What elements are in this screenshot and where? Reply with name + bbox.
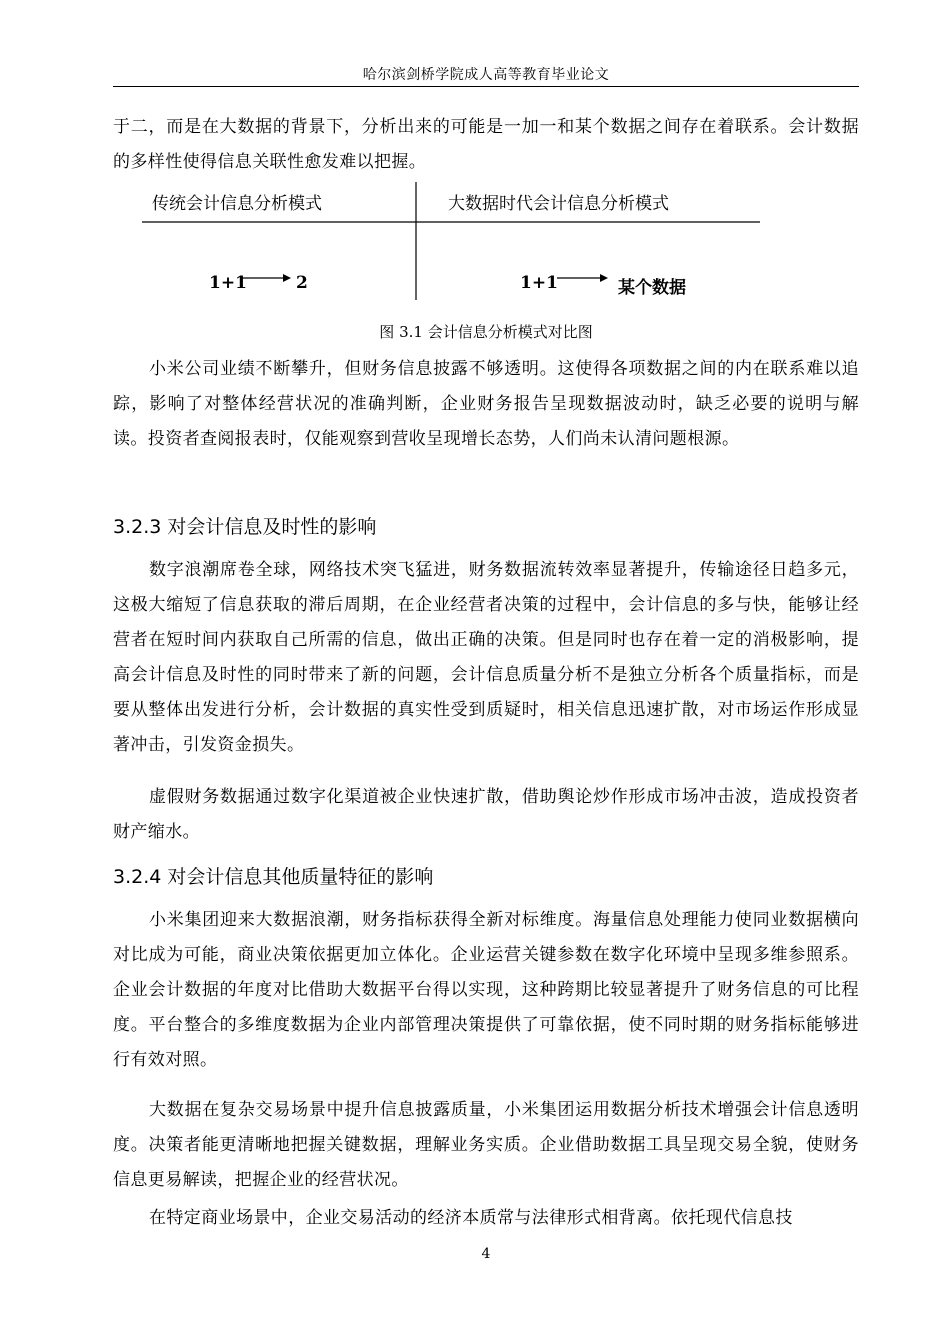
section-heading-3-2-4: 3.2.4 对会计信息其他质量特征的影响 [113, 866, 434, 888]
paragraph-continuation: 于二，而是在大数据的背景下，分析出来的可能是一加一和某个数据之间存在着联系。会计数据的多样性使得信息关联性愈发难以把握。 [113, 117, 859, 172]
page-number: 4 [481, 1246, 491, 1262]
section-heading-3-2-3: 3.2.3 对会计信息及时性的影响 [113, 516, 377, 538]
left-formula-input: 1+1 [209, 273, 247, 293]
left-formula-output: 2 [296, 273, 308, 293]
right-formula-output: 某个数据 [618, 278, 686, 298]
figure-lines [0, 0, 950, 340]
header-title: 哈尔滨剑桥学院成人高等教育毕业论文 [362, 67, 610, 83]
right-arrow-icon [557, 274, 608, 282]
paragraph: 在特定商业场景中，企业交易活动的经济本质常与法律形式相背离。依托现代信息技 [149, 1208, 793, 1228]
paragraph: 数字浪潮席卷全球，网络技术突飞猛进，财务数据流转效率显著提升，传输途径日趋多元，这极大缩短了信息获取的滞后周期，在企业经营者决策的过程中，会计信息的多与快，能够让经营者在短时间内获取自己所需的信息，做出正确的决策。但是同时也存在着一定的消极影响，提高会计信息及时性的同时带来了新的问题，会计信息质量分析不是独立分析各个质量指标，而是要从整体出发进行分析，会计数据的真实性受到质疑时，相关信息迅速扩散，对市场运作形成显著冲击，引发资金损失。 [113, 560, 859, 755]
figure-left-title: 传统会计信息分析模式 [152, 194, 322, 214]
paragraph: 虚假财务数据通过数字化渠道被企业快速扩散，借助舆论炒作形成市场冲击波，造成投资者财产缩水。 [113, 787, 859, 842]
paragraph: 小米公司业绩不断攀升，但财务信息披露不够透明。这使得各项数据之间的内在联系难以追踪，影响了对整体经营状况的准确判断，企业财务报告呈现数据波动时，缺乏必要的说明与解读。投资者查阅报表时，仅能观察到营收呈现增长态势，人们尚未认清问题根源。 [113, 359, 859, 449]
right-formula-input: 1+1 [520, 273, 558, 293]
figure-right-title: 大数据时代会计信息分析模式 [448, 194, 669, 214]
figure-caption: 图 3.1 会计信息分析模式对比图 [379, 323, 593, 341]
paragraph: 大数据在复杂交易场景中提升信息披露质量，小米集团运用数据分析技术增强会计信息透明度。决策者能更清晰地把握关键数据，理解业务实质。企业借助数据工具呈现交易全貌，使财务信息更易解读，把握企业的经营状况。 [113, 1100, 859, 1190]
left-arrow-icon [241, 274, 291, 282]
paragraph: 小米集团迎来大数据浪潮，财务指标获得全新对标维度。海量信息处理能力使同业数据横向对比成为可能，商业决策依据更加立体化。企业运营关键参数在数字化环境中呈现多维参照系。企业会计数据的年度对比借助大数据平台得以实现，这种跨期比较显著提升了财务信息的可比程度。平台整合的多维度数据为企业内部管理决策提供了可靠依据，使不同时期的财务指标能够进行有效对照。 [113, 910, 859, 1070]
